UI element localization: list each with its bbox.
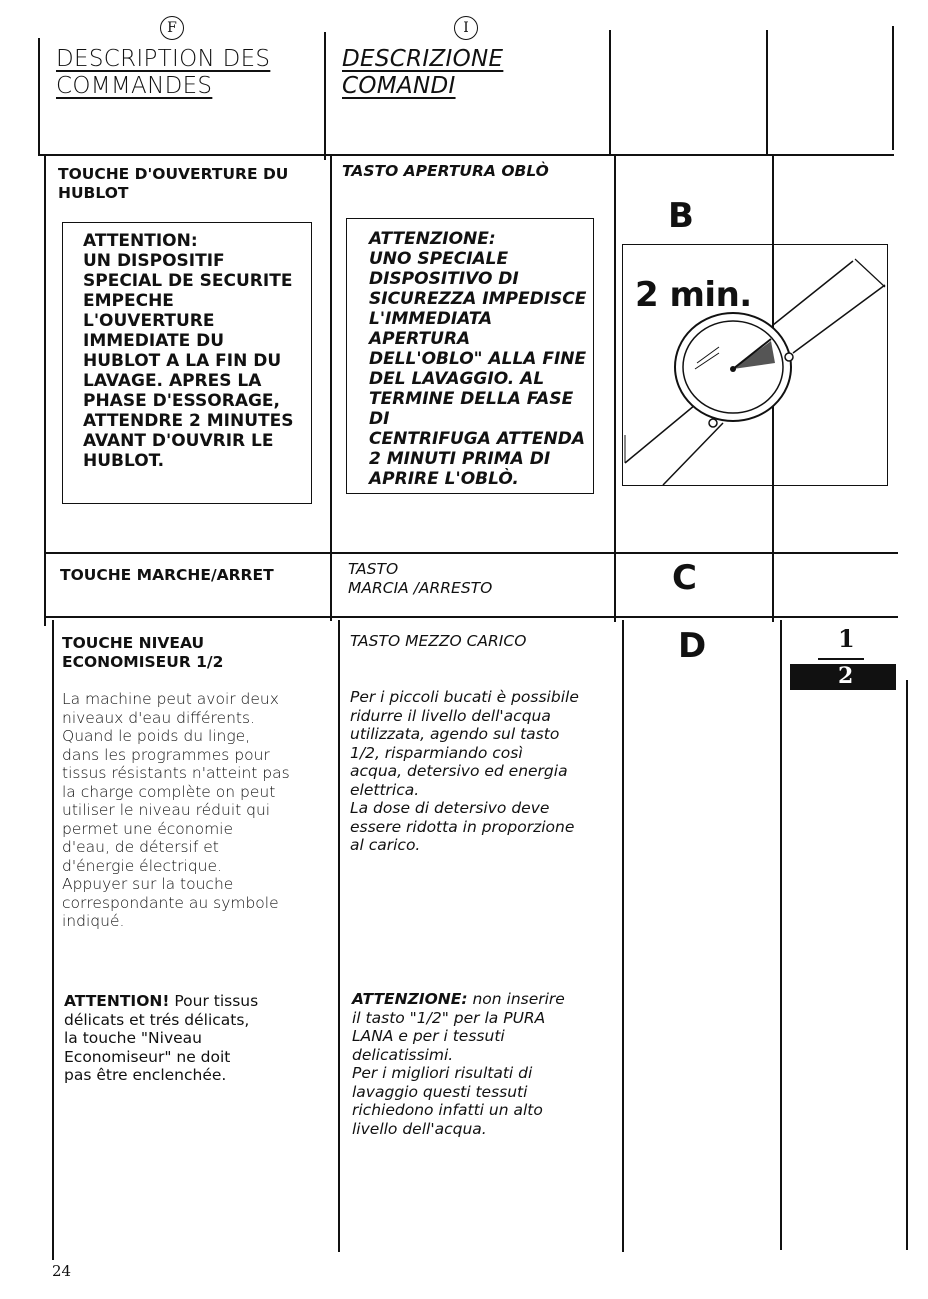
section-c-divider: [44, 616, 898, 618]
control-letter-c: C: [672, 558, 697, 598]
header-divider: [38, 154, 894, 156]
page-number: 24: [52, 1262, 72, 1280]
symbol-column-rule-bottom: [780, 620, 782, 1250]
left-column-rule-lower: [44, 156, 46, 626]
control-letter-d: D: [678, 626, 707, 666]
fr-section-b-title: TOUCHE D'OUVERTURE DU HUBLOT: [58, 165, 289, 202]
right-edge-rule-bottom: [906, 680, 908, 1250]
left-column-rule: [38, 38, 40, 156]
fr-section-c-title: TOUCHE MARCHE/ARRET: [60, 566, 274, 584]
two-minute-wait-illustration: [622, 244, 888, 486]
french-language-symbol: F: [160, 16, 184, 40]
watch-icon: [623, 245, 887, 485]
it-section-d-title: TASTO MEZZO CARICO: [350, 632, 527, 650]
letter-column-rule: [609, 30, 611, 154]
right-edge-rule: [892, 26, 894, 150]
half-load-numerator: 1: [838, 624, 855, 653]
fr-safety-warning-box: [62, 222, 312, 504]
fr-warning-lead: ATTENTION!: [64, 992, 170, 1010]
control-letter-b: B: [668, 196, 694, 236]
fr-section-d-title: TOUCHE NIVEAU ECONOMISEUR 1/2: [62, 634, 224, 671]
half-load-denominator-box: [790, 664, 896, 690]
fr-safety-warning-text: ATTENTION: UN DISPOSITIF SPECIAL DE SECURITE EMPECHE L'OUVERTURE IMMEDIATE DU HUBLOT A LA FIN DU LAVAGE. APRES LA PHASE D'ESSORAGE, ATTENDRE 2 MINUTES AVANT D'OUVRIR LE HUBLOT.: [83, 231, 294, 471]
section-b-divider: [44, 552, 898, 554]
it-section-b-title: TASTO APERTURA OBLÒ: [342, 162, 549, 180]
half-load-denominator: 2: [838, 663, 854, 689]
it-page-title: DESCRIZIONE COMANDI: [342, 46, 504, 99]
it-warning-lead: ATTENZIONE:: [352, 990, 468, 1008]
fr-section-d-warning: ATTENTION! Pour tissus délicats et trés délicats, la touche "Niveau Economiseur" ne doit pas être enclenchée.: [64, 992, 259, 1084]
it-safety-warning-text: ATTENZIONE: UNO SPECIALE DISPOSITIVO DI SICUREZZA IMPEDISCE L'IMMEDIATA APERTURA DELL'OBLO" ALLA FINE DEL LAVAGGIO. AL TERMINE DELLA FASE DI CENTRIFUGA ATTENDA 2 MINUTI PRIMA DI APRIRE L'OBLÒ.: [369, 229, 587, 489]
it-safety-warning-box: [346, 218, 594, 494]
symbol-column-rule: [766, 30, 768, 154]
fr-section-d-description: La machine peut avoir deux niveaux d'eau différents. Quand le poids du linge, dans les programmes pour tissus résistants n'atteint pas la charge complète on peut utiliser le niveau réduit qui permet une économie d'eau, de détersif et d'énergie électrique. Appuyer sur la touche correspondante au symbole indiqué.: [62, 690, 290, 930]
fr-page-title: DESCRIPTION DES COMMANDES: [56, 46, 271, 99]
it-section-d-description: Per i piccoli bucati è possibile ridurre il livello dell'acqua utilizzata, agendo sul tasto 1/2, risparmiando così acqua, detersivo ed energia elettrica. La dose di detersivo deve essere ridotta in proporzione al carico.: [350, 688, 579, 854]
it-section-d-warning: ATTENZIONE: non inserire il tasto "1/2" per la PURA LANA e per i tessuti delicatissimi. Per i migliori risultati di lavaggio questi tessuti richiedono infatti un alto livello dell'acqua.: [352, 990, 565, 1138]
two-minute-label: 2 min.: [635, 275, 752, 315]
letter-column-rule-bottom: [622, 620, 624, 1252]
half-load-symbol: [790, 624, 898, 692]
fraction-bar: [818, 658, 864, 660]
italian-language-symbol: I: [454, 16, 478, 40]
it-section-c-title: TASTO MARCIA /ARRESTO: [348, 560, 493, 597]
left-column-rule-bottom: [52, 620, 54, 1260]
middle-column-rule: [324, 32, 326, 160]
middle-column-rule-bottom: [338, 620, 340, 1252]
